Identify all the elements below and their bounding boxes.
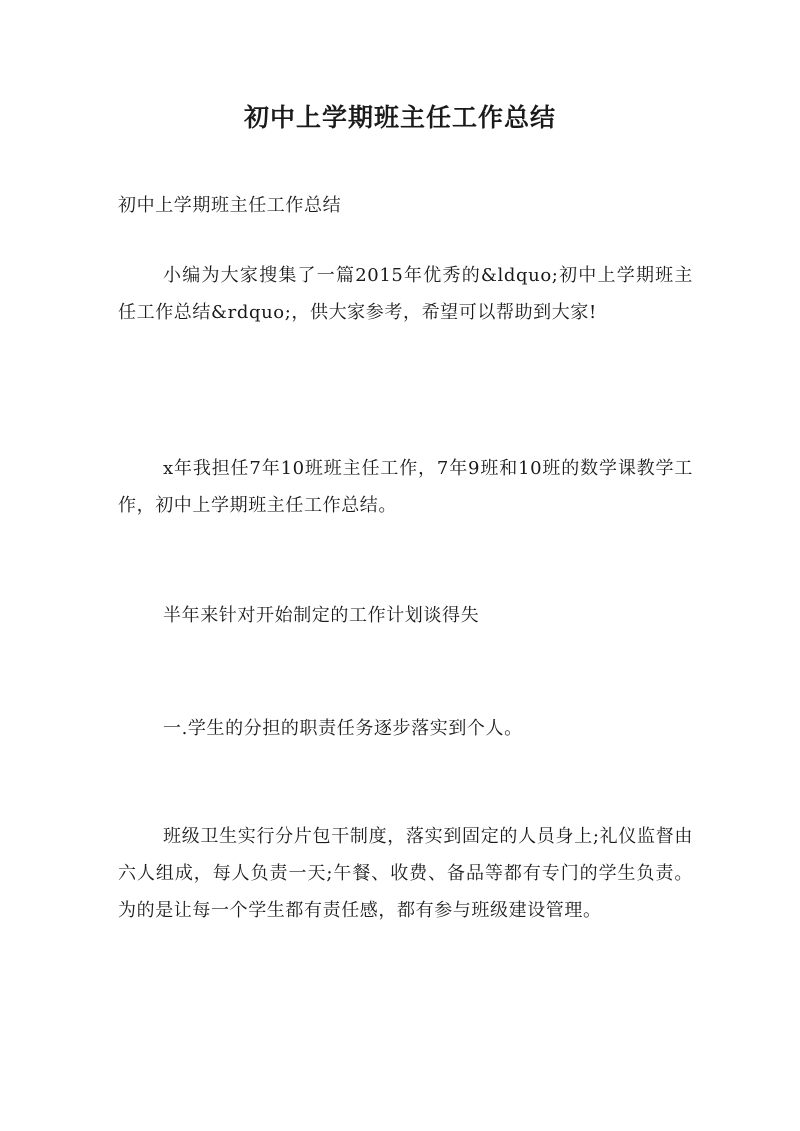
section-heading-paragraph: 半年来针对开始制定的工作计划谈得失: [163, 605, 480, 626]
duties-paragraph: x年我担任7年10班班主任工作，7年9班和10班的数学课教学工作，初中上学期班主任工作总结。: [118, 458, 693, 516]
point-one-paragraph: 一.学生的分担的职责任务逐步落实到个人。: [163, 718, 523, 739]
subtitle-paragraph: 初中上学期班主任工作总结: [118, 195, 342, 216]
class-management-paragraph: 班级卫生实行分片包干制度，落实到固定的人员身上;礼仪监督由六人组成，每人负责一天;午餐、收费、备品等都有专门的学生负责。为的是让每一个学生都有责任感，都有参与班级建设管理。: [118, 826, 693, 921]
document-title: 初中上学期班主任工作总结: [243, 103, 556, 132]
intro-paragraph: 小编为大家搜集了一篇2015年优秀的&ldquo;初中上学期班主任工作总结&rdquo;，供大家参考，希望可以帮助到大家!: [118, 265, 693, 323]
